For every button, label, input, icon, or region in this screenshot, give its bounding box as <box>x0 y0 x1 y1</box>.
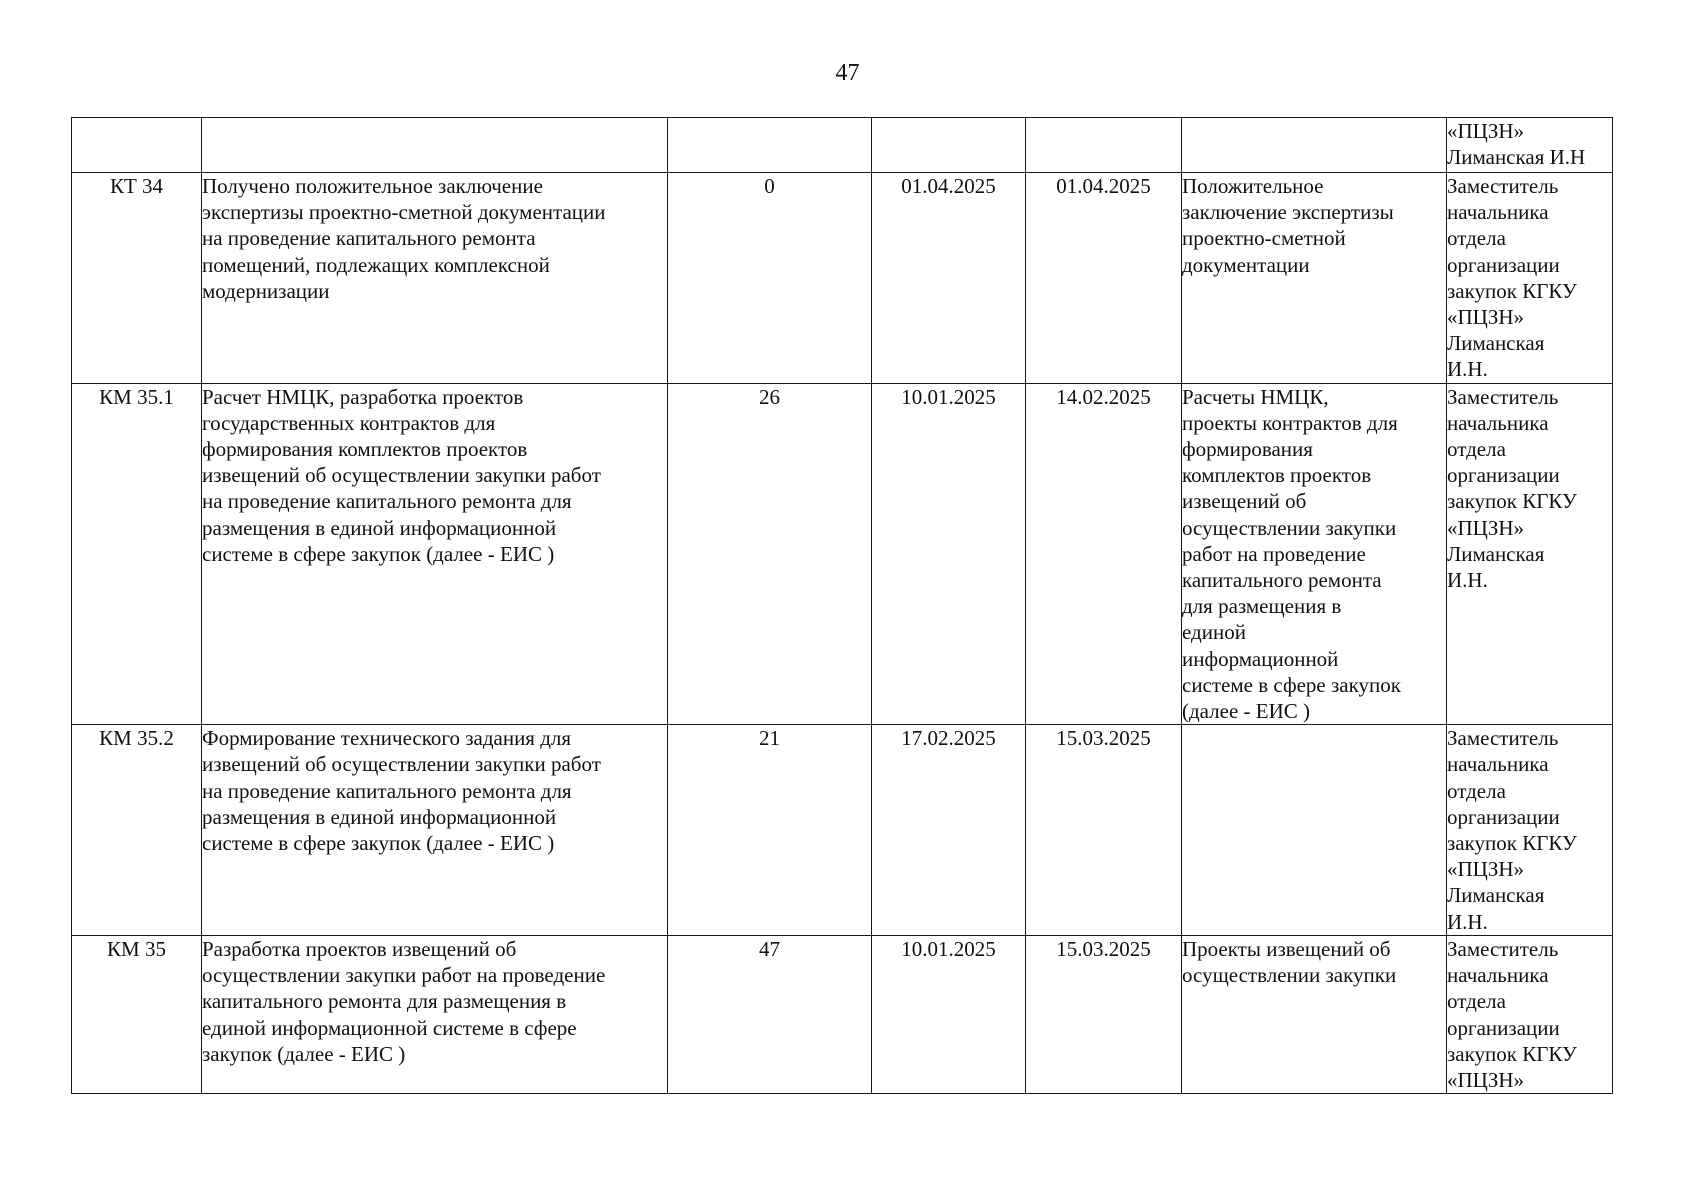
row-description-cell <box>202 935 668 1093</box>
table-row <box>72 173 1613 384</box>
row-description: Расчет НМЦК, разработка проектов государственных контрактов для формирования комплектов проектов извещений об осуществлении закупки работ на проведение капитального ремонта для размещения в единой информационной системе в сфере закупок (далее - ЕИС ) <box>202 384 601 566</box>
row-code: КТ 34 <box>109 174 164 198</box>
row-duration: 21 <box>759 726 780 751</box>
row-start-cell <box>872 173 1026 384</box>
schedule-table <box>71 117 1613 1094</box>
row-responsible-cell <box>1447 935 1613 1093</box>
row-responsible: Заместитель начальника отдела организации закупок КГКУ «ПЦЗН» Лиманская И.Н. <box>1447 726 1577 934</box>
row-start-cell <box>872 725 1026 936</box>
row-description: Получено положительное заключение экспертизы проектно-сметной документации на проведение капитального ремонта помещений, подлежащих комплексной модернизации <box>202 174 606 303</box>
row-end-cell <box>1026 935 1182 1093</box>
row-result-cell <box>1182 935 1447 1093</box>
row-code-cell <box>72 173 202 384</box>
row-description: Формирование технического задания для извещений об осуществлении закупки работ на проведение капитального ремонта для размещения в единой информационной системе в сфере закупок (далее - ЕИС ) <box>202 726 601 856</box>
row-result-cell <box>1182 725 1447 936</box>
row-end-date: 15.03.2025 <box>1056 936 1151 961</box>
row-responsible-cell <box>1447 725 1613 936</box>
row-result-cell <box>1182 118 1447 173</box>
row-responsible-cell <box>1447 118 1613 173</box>
row-code: КМ 35 <box>107 936 166 961</box>
row-description-cell <box>202 725 668 936</box>
row-responsible: Заместитель начальника отдела организации закупок КГКУ «ПЦЗН» Лиманская И.Н. <box>1447 174 1577 382</box>
row-description-cell <box>202 383 668 725</box>
row-end-cell <box>1026 725 1182 936</box>
row-responsible: Заместитель начальника отдела организации закупок КГКУ «ПЦЗН» Лиманская И.Н. <box>1447 384 1577 593</box>
row-start-date: 10.01.2025 <box>901 384 996 409</box>
row-duration-cell <box>668 935 872 1093</box>
row-start-date: 10.01.2025 <box>901 936 996 961</box>
row-duration-cell <box>668 383 872 725</box>
row-code-cell <box>72 118 202 173</box>
table-row <box>72 118 1613 173</box>
table-row <box>72 383 1613 725</box>
row-description: Разработка проектов извещений об осуществлении закупки работ на проведение капитального ремонта для размещения в единой информационной системе в сфере закупок (далее - ЕИС ) <box>202 936 606 1066</box>
row-result-cell <box>1182 383 1447 725</box>
row-code-cell <box>72 725 202 936</box>
row-responsible-cell <box>1447 383 1613 725</box>
row-end-cell <box>1026 383 1182 725</box>
row-code: КМ 35.1 <box>99 384 174 409</box>
page-number: 47 <box>835 60 860 86</box>
row-code-cell <box>72 935 202 1093</box>
row-duration: 0 <box>764 174 775 198</box>
row-duration-cell <box>668 173 872 384</box>
row-start-date: 17.02.2025 <box>901 726 996 751</box>
row-duration: 47 <box>759 936 780 961</box>
row-start-cell <box>872 118 1026 173</box>
table-row <box>72 935 1613 1093</box>
row-end-date: 01.04.2025 <box>1056 174 1151 198</box>
row-end-date: 15.03.2025 <box>1056 726 1151 751</box>
row-result: Положительное заключение экспертизы проектно-сметной документации <box>1182 174 1394 277</box>
row-responsible: «ПЦЗН» Лиманская И.Н <box>1447 119 1586 170</box>
row-duration-cell <box>668 118 872 173</box>
row-description-cell <box>202 173 668 384</box>
row-code: КМ 35.2 <box>99 726 174 751</box>
table-row <box>72 725 1613 936</box>
row-end-cell <box>1026 173 1182 384</box>
row-code-cell <box>72 383 202 725</box>
row-description-cell <box>202 118 668 173</box>
row-end-cell <box>1026 118 1182 173</box>
row-duration-cell <box>668 725 872 936</box>
row-responsible-cell <box>1447 173 1613 384</box>
row-start-date: 01.04.2025 <box>901 174 996 198</box>
row-start-cell <box>872 935 1026 1093</box>
row-responsible: Заместитель начальника отдела организации закупок КГКУ «ПЦЗН» <box>1447 936 1577 1092</box>
row-duration: 26 <box>759 384 780 409</box>
row-result: Расчеты НМЦК, проекты контрактов для формирования комплектов проектов извещений об осуществлении закупки работ на проведение капитального ремонта для размещения в единой информационной системе в сфере закупок (далее - ЕИС ) <box>1182 384 1401 724</box>
row-start-cell <box>872 383 1026 725</box>
row-end-date: 14.02.2025 <box>1056 384 1151 409</box>
row-result: Проекты извещений об осуществлении закупки <box>1182 936 1397 988</box>
row-result-cell <box>1182 173 1447 384</box>
